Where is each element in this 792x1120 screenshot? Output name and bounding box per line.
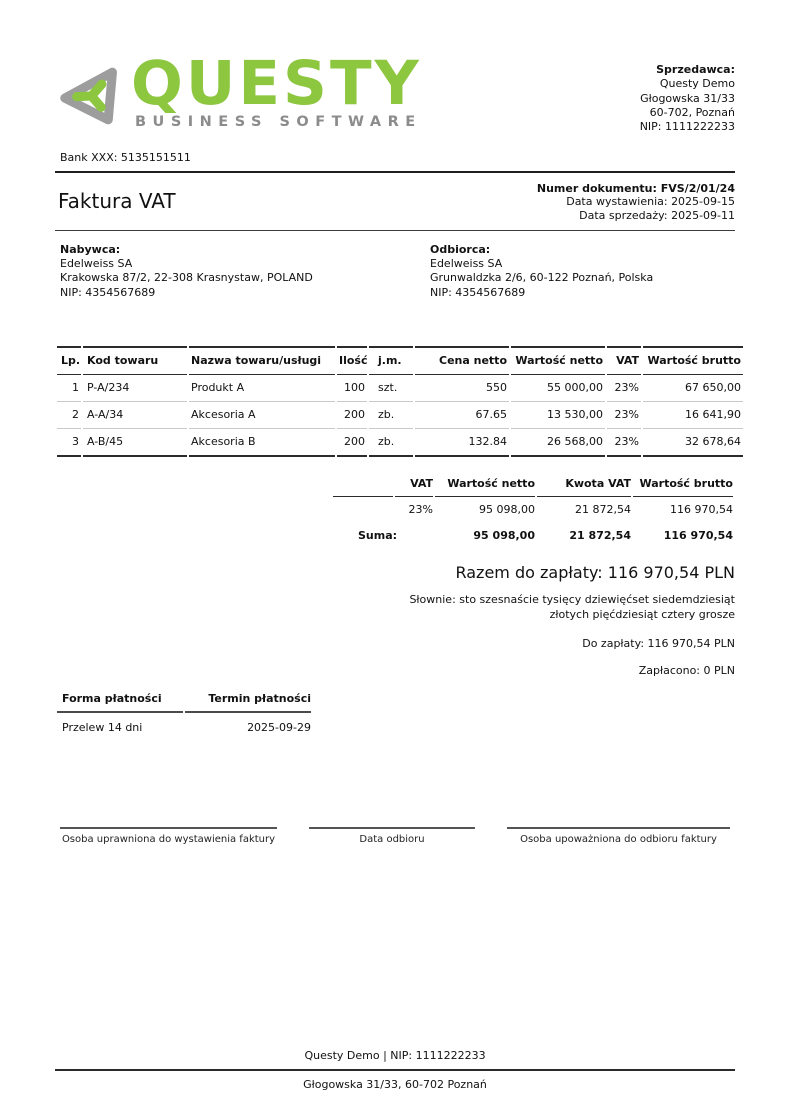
vat-summary-header-kwota: Kwota VAT [537,472,631,497]
seller-name: Questy Demo [659,77,735,91]
buyer-block [55,243,430,300]
header [55,48,735,134]
signature-block-issuer [60,827,277,847]
item-net-cell: 26 568,00 [511,429,605,457]
doc-number: Numer dokumentu: FVS/2/01/24 [536,181,735,195]
item-price-cell: 550 [415,375,509,402]
vat-summary-header-gross: Wartość brutto [633,472,733,497]
seller-address-1: Głogowska 31/33 [640,91,735,105]
item-name-cell: Produkt A [189,375,335,402]
recipient-name: Edelweiss SA [430,257,503,271]
item-row [57,375,743,402]
recipient-address: Grunwaldzka 2/6, 60-122 Poznań, Polska [430,271,654,285]
sum-vat-amount-cell: 21 872,54 [569,529,631,543]
doc-sale-date: Data sprzedaży: 2025-09-11 [579,209,735,223]
item-row [57,429,743,457]
header-rule [55,171,735,173]
vat-summary-total-row [333,523,733,549]
item-code-cell: A-A/34 [83,402,187,429]
sum-gross-cell: 116 970,54 [663,529,733,543]
item-price-cell: 132.84 [415,429,509,457]
items-header-code: Kod towaru [83,346,187,375]
vat-rate-cell: 23% [408,503,433,517]
seller-nip: NIP: 1111222233 [639,120,735,134]
item-lp-cell: 3 [57,429,81,457]
item-vat-cell: 23% [607,402,641,429]
brand-tagline: BUSINESS SOFTWARE [135,114,422,131]
sum-net-cell: 95 098,00 [473,529,535,543]
items-header-vat: VAT [607,346,641,375]
payment-row [57,713,311,739]
signature-block-receipt-date [309,827,475,847]
item-gross-cell: 32 678,64 [643,429,743,457]
seller-address-2: 60-702, Poznań [649,105,735,119]
signature-label: Osoba upoważniona do odbioru faktury [520,834,717,846]
amount-in-words: Słownie: sto szesnaście tysięcy dziewięćset siedemdziesiąt złotych pięćdziesiąt cztery grosze [409,593,735,621]
sum-vat-cell [395,523,433,549]
item-name-cell: Akcesoria B [189,429,335,457]
vat-summary-label-cell [333,497,393,523]
footer-line1: Questy Demo | NIP: 1111222233 [304,1048,486,1062]
item-name-cell: Akcesoria A [189,402,335,429]
buyer-address: Krakowska 87/2, 22-308 Krasnystaw, POLAND [60,271,313,285]
payment-due-header: Termin płatności [185,687,311,713]
spacer [55,847,735,1049]
recipient-label: Odbiorca: [430,242,491,256]
parties [55,243,735,300]
signatures [55,827,735,847]
buyer-label: Nabywca: [60,242,121,256]
payment-table [55,687,313,739]
seller-label: Sprzedawca: [656,63,735,76]
items-table [55,346,745,457]
doc-header [55,182,735,223]
signature-label: Osoba uprawniona do wystawienia faktury [61,834,276,846]
questy-logo [55,48,422,132]
vat-summary-header-net: Wartość netto [435,472,535,497]
item-code-cell: A-B/45 [83,429,187,457]
item-qty-cell: 100 [337,375,367,402]
seller-block [640,58,735,134]
item-lp-cell: 2 [57,402,81,429]
item-vat-cell: 23% [607,375,641,402]
item-unit-cell: szt. [369,375,413,402]
item-lp-cell: 1 [57,375,81,402]
doc-issue-date: Data wystawienia: 2025-09-15 [566,195,735,209]
footer-line2: Głogowska 31/33, 60-702 Poznań [303,1077,487,1091]
page-title: Faktura VAT [58,188,176,213]
amount-due: Do zapłaty: 116 970,54 PLN [582,636,735,650]
recipient-nip: NIP: 4354567689 [430,285,526,299]
doc-meta [537,182,735,223]
signature-block-receiver [507,827,730,847]
payment-header-row [57,687,311,713]
sum-label: Suma: [358,529,398,543]
buyer-nip: NIP: 4354567689 [60,285,156,299]
item-qty-cell: 200 [337,429,367,457]
item-gross-cell: 16 641,90 [643,402,743,429]
items-header-net: Wartość netto [511,346,605,375]
items-header-lp: Lp. [57,346,81,375]
vat-summary-header-row [333,472,733,497]
items-header-gross: Wartość brutto [643,346,743,375]
vat-summary-table [331,472,735,549]
questy-logo-icon [55,60,125,132]
payment-method-header: Forma płatności [57,687,183,713]
brand-name: QUESTY [131,48,422,119]
item-net-cell: 55 000,00 [511,375,605,402]
payment-due-value: 2025-09-29 [247,720,311,734]
vat-amount-cell: 21 872,54 [575,503,631,517]
footer [55,1049,735,1092]
footer-divider [55,1069,735,1071]
vat-summary-empty-header [333,472,393,497]
recipient-block [430,243,735,300]
item-unit-cell: zb. [369,402,413,429]
item-unit-cell: zb. [369,429,413,457]
amount-paid: Zapłacono: 0 PLN [638,663,735,677]
item-price-cell: 67.65 [415,402,509,429]
item-vat-cell: 23% [607,429,641,457]
items-header-row [57,346,743,375]
buyer-name: Edelweiss SA [60,257,133,271]
payment-method-value: Przelew 14 dni [62,720,143,734]
vat-summary-row [333,497,733,523]
signature-label: Data odbioru [359,834,425,846]
item-gross-cell: 67 650,00 [643,375,743,402]
logo-text [131,48,422,132]
grand-total: Razem do zapłaty: 116 970,54 PLN [455,562,735,582]
items-header-unit: j.m. [369,346,413,375]
items-header-qty: Ilość [337,346,367,375]
vat-gross-cell: 116 970,54 [670,503,733,517]
item-qty-cell: 200 [337,402,367,429]
item-code-cell: P-A/234 [83,375,187,402]
bank-account-line: Bank XXX: 5135151511 [60,151,191,165]
vat-summary-header-vat: VAT [395,472,433,497]
vat-net-cell: 95 098,00 [479,503,535,517]
items-header-price: Cena netto [415,346,509,375]
item-net-cell: 13 530,00 [511,402,605,429]
doc-rule [55,230,735,231]
items-header-name: Nazwa towaru/usługi [189,346,335,375]
item-row [57,402,743,429]
